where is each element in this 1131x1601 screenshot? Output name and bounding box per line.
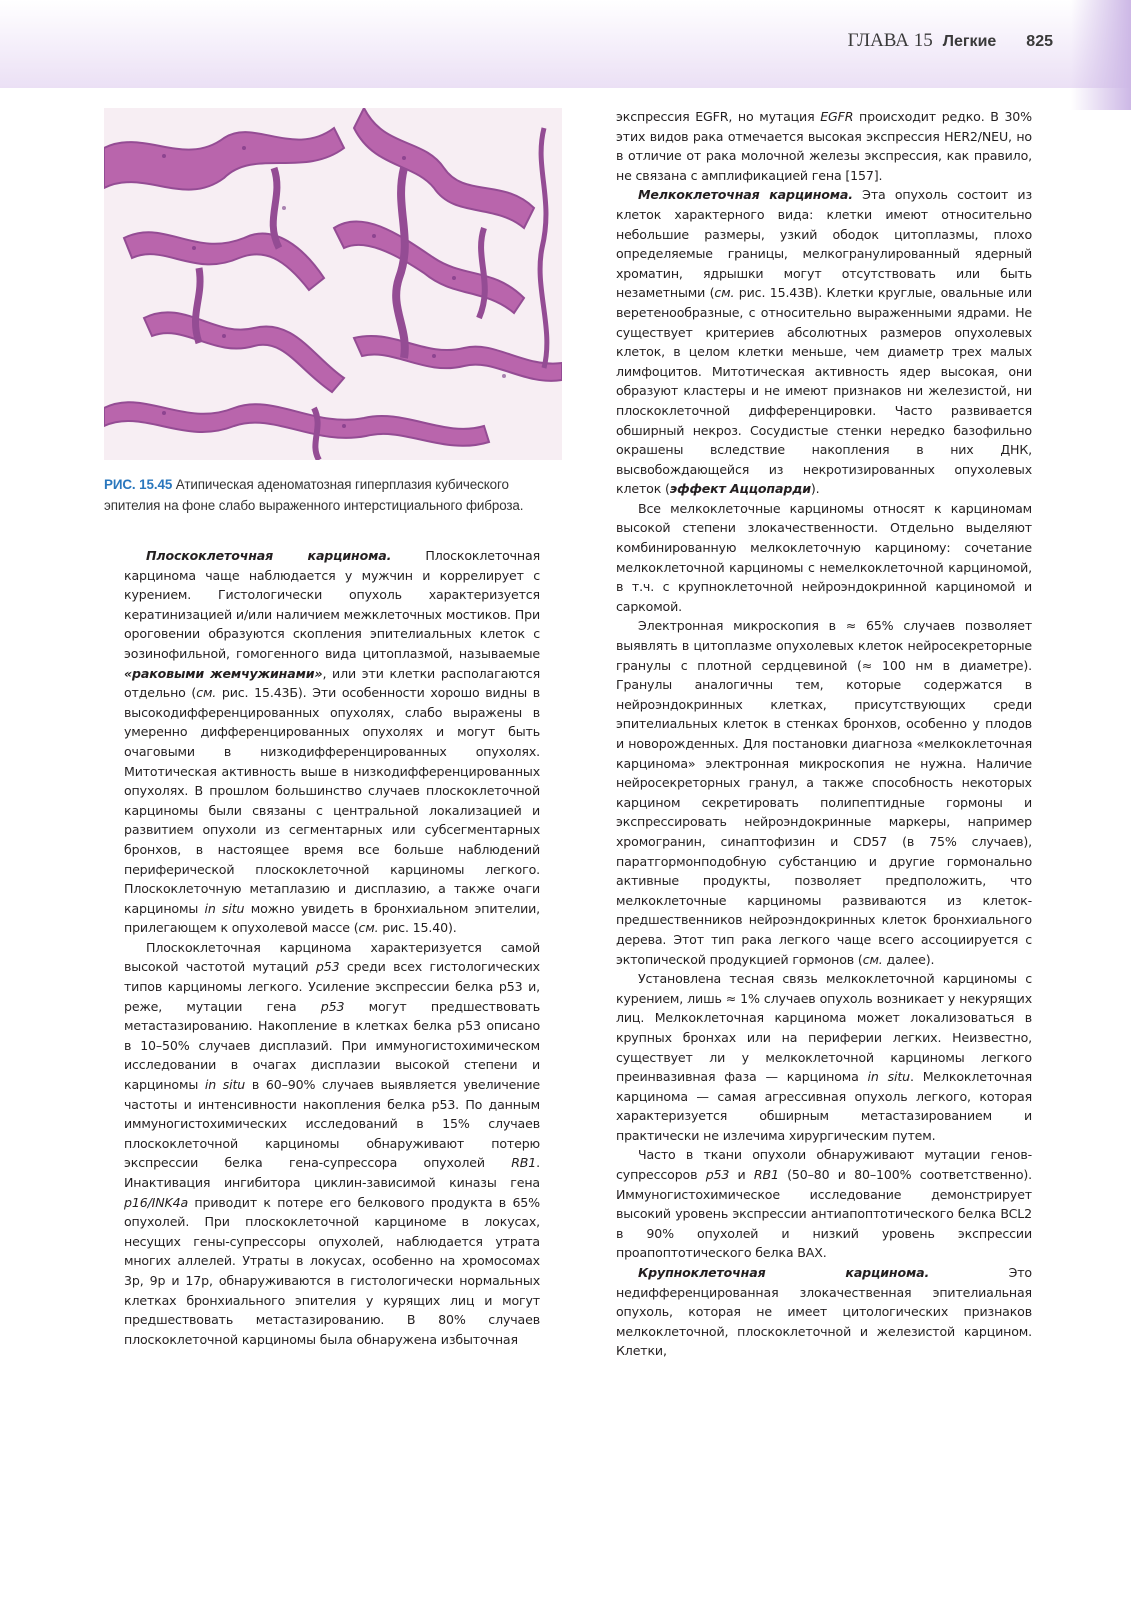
text-run: Плоскоклеточная карцинома характеризуется самой высокой частотой мутаций xyxy=(124,939,540,975)
text-run: Установлена тесная связь мелкоклеточной карциномы с курением, лишь ≈ 1% случаев опухоль возникает у некурящих лиц. Мелкоклеточная карцинома может локализоваться в крупных бронхах или на периферии легких. Неизвестно, существует ли у мелкоклеточной карциномы легкого преинвазивная фаза — карцинома xyxy=(616,971,1032,1085)
figure-caption xyxy=(104,474,564,516)
paragraph-large-cell xyxy=(616,1263,1032,1361)
figure-label: РИС. 15.45 xyxy=(104,477,173,492)
text-run: приводит к потере его белкового продукта в 65% опухолей. При плоскоклеточной карциноме в локусах, несущих гены-супрессоры опухолей, наблюдается утрата многих аллелей. Утраты в локусах, особенно на хромосомах 3p, 9p и 17p, обнаруживаются в гистологически нормальных клетках бронхиального эпителия у курящих лиц и могут предшествовать метастазированию. В 80% случаев плоскоклеточной карциномы была обнаружена избыточная xyxy=(124,1194,540,1347)
heading-squamous: Плоскоклеточная карцинома. xyxy=(146,548,392,563)
paragraph-mutations xyxy=(616,1145,1032,1263)
text-run: Электронная микроскопия в ≈ 65% случаев позволяет выявлять в цитоплазме опухолевых клеток нейросекреторные гранулы с плотной сердцевиной (≈ 100 нм в диаметре). Гранулы аналогичны тем, которые содержатся в нейроэндокринных клетках, присутствующих среди эпителиальных клеток в стенках бронхов, особенно у плодов и новорожденных. Для постановки диагноза «мелкоклеточная карцинома» электронная микроскопия не нужна. Наличие нейросекреторных гранул, а также способность некоторых карцином секретировать полипептидные гормоны и экспрессировать нейроэндокринные маркеры, например хромогранин, синаптофизин и CD57 (в 75% случаев), паратгормонподобную субстанцию и другие гормонально активные продукты, позволяет предположить, что мелкоклеточные карциномы развиваются из клеток-предшественников нейроэндокринных клеток бронхиального дерева. Этот тип рака легкого чаще всего ассоциируется с эктопической продукцией гормонов ( xyxy=(616,618,1032,967)
text-run: далее). xyxy=(882,951,935,967)
term-azzopardi: эффект Аццопарди xyxy=(669,481,811,497)
text-run: рис. 15.43Б). Эти особенности хорошо видны в высокодифференцированных опухолях, слабо выражены в умеренно дифференцированных опухолях и могут быть очаговыми в низкодифференцированных опухолях. Митотическая активность выше в низкодифференцированных опухолях. В прошлом большинство случаев плоскоклеточной карциномы были связаны с центральной локализацией и развитием опухоли из сегментарных или субсегментарных бронхов, в настоящее время все больше наблюдений периферической плоскоклеточной карциномы легкого. Плоскоклеточную метаплазию и дисплазию, а также очаги карциномы xyxy=(124,685,540,916)
header-corner-decoration xyxy=(1071,0,1131,110)
term-in-situ: in situ xyxy=(204,1077,246,1093)
text-run: (50–80 и 80–100% соответственно). Иммуногистохимическое исследование демонстрирует высокий уровень экспрессии антиапоптотического белка BCL2 в 90% опухолей и низкий уровень экспрессии проапоптотического белка BAX. xyxy=(616,1167,1033,1261)
right-column xyxy=(616,107,1032,1361)
term-in-situ: in situ xyxy=(204,900,245,916)
paragraph-small-cell xyxy=(616,185,1032,499)
paragraph-smoking xyxy=(616,969,1032,1145)
text-run: происходит редко. В 30% этих видов рака отмечается высокая экспрессия HER2/NEU, но в отличие от рака молочной железы экспрессия, как правило, не связана с амплификацией гена [157]. xyxy=(616,109,1032,183)
paragraph-squamous xyxy=(124,546,540,938)
gene-rb1: RB1 xyxy=(511,1155,537,1171)
histology-figure xyxy=(104,108,562,460)
gene-p53: p53 xyxy=(320,998,345,1014)
paragraph-continuation xyxy=(616,107,1032,185)
text-run: рис. 15.40). xyxy=(378,920,457,936)
heading-small-cell: Мелкоклеточная карцинома. xyxy=(638,187,853,203)
text-run: Эта опухоль состоит из клеток характерного вида: клетки имеют относительно небольшие размеры, узкий ободок цитоплазмы, плохо определяемые границы, мелкогранулированный ядерный хроматин, ядрышки могут отсутствовать или быть незаметными ( xyxy=(616,187,1032,301)
paragraph-squamous-genetics xyxy=(124,938,540,1349)
text-run: Часто в ткани опухоли обнаруживают мутации генов-супрессоров xyxy=(616,1147,1032,1183)
text-run: рис. 15.43В). Клетки круглые, овальные или веретенообразные, с относительно выраженными ядрами. Не существует критериев абсолютных размеров опухолевых клеток, в целом клетки меньше, чем диаметр трех малых лимфоцитов. Митотическая активность ядер высокая, они образуют кластеры и не имеют признаков ни железистой, ни плоскоклеточной дифференцировки. Часто развивается обширный некроз. Сосудистые стенки нередко базофильно окрашены вследствие накопления в них ДНК, высвобождающейся из некротизированных опухолевых клеток ( xyxy=(616,285,1033,497)
term-in-situ: in situ xyxy=(867,1069,910,1085)
see-ref: см. xyxy=(196,685,217,701)
paragraph-electron-microscopy xyxy=(616,616,1032,969)
running-header xyxy=(848,30,1053,52)
see-ref: см. xyxy=(862,951,883,967)
term-pearls: «раковыми жемчужинами» xyxy=(124,665,323,681)
text-run: . Мелкоклеточная карцинома — самая агрессивная опухоль легкого, которая характеризуется обширным метастазированием и практически не излечима хирургическим путем. xyxy=(616,1069,1032,1143)
text-run: можно увидеть в бронхиальном эпителии, прилегающем к опухолевой массе ( xyxy=(124,900,541,936)
text-run: и xyxy=(729,1167,754,1183)
gene-p53: p53 xyxy=(705,1167,730,1183)
chapter-title: Легкие xyxy=(942,33,997,50)
gene-egfr: EGFR xyxy=(820,109,854,124)
text-run: могут предшествовать метастазированию. Накопление в клетках белка p53 описано в 10–50% случаев дисплазий. При иммуногистохимическом исследовании в очагах дисплазии высокой степени и карциномы xyxy=(124,998,540,1093)
text-run: Это недифференцированная злокачественная эпителиальная опухоль, которая не имеет цитологических признаков мелкоклеточной, плоскоклеточной и железистой карцином. Клетки, xyxy=(616,1265,1032,1359)
text-run: . Инактивация ингибитора циклин-зависимой киназы гена xyxy=(124,1155,540,1190)
histology-micrograph xyxy=(104,108,562,460)
chapter-label: ГЛАВА 15 xyxy=(847,30,933,51)
text-run: , или эти клетки располагаются отдельно ( xyxy=(124,665,540,701)
text-run: среди всех гистологических типов карциномы легкого. Усиление экспрессии белка p53 и, реже, мутации гена xyxy=(124,959,540,1014)
figure-caption-text: Атипическая аденоматозная гиперплазия кубического эпителия на фоне слабо выраженного интерстициального фиброза. xyxy=(104,477,524,513)
text-run: экспрессия EGFR, но мутация xyxy=(616,109,821,124)
text-run: ). xyxy=(810,481,820,497)
gene-rb1: RB1 xyxy=(753,1167,779,1183)
see-ref: см. xyxy=(358,920,379,936)
gene-p16: p16/INK4a xyxy=(124,1194,189,1210)
left-column xyxy=(124,546,540,1349)
paragraph-grading: Все мелкоклеточные карциномы относят к карциномам высокой степени злокачественности. Отдельно выделяют комбинированную мелкоклеточную карциному: сочетание мелкоклеточной карциномы с немелкоклеточной карциномой, в т.ч. с крупноклеточной нейроэндокринной карциномой и саркомой. xyxy=(616,500,1032,614)
page-number: 825 xyxy=(1026,33,1053,50)
see-ref: см. xyxy=(714,285,735,301)
gene-p53: p53 xyxy=(315,959,340,975)
heading-large-cell: Крупноклеточная карцинома. xyxy=(638,1265,930,1281)
text-run: Плоскоклеточная карцинома чаще наблюдается у мужчин и коррелирует с курением. Гистологически опухоль характеризуется кератинизацией и/или наличием межклеточных мостиков. При ороговении образуются скопления эпителиальных клеток с эозинофильной, гомогенного вида цитоплазмой, называемые xyxy=(124,548,540,661)
text-run: в 60–90% случаев выявляется увеличение частоты и интенсивности накопления белка p53. По данным иммуногистохимических исследований в 15% случаев плоскоклеточной карциномы обнаруживают потерю экспрессии белка гена-супрессора опухолей xyxy=(124,1077,540,1171)
